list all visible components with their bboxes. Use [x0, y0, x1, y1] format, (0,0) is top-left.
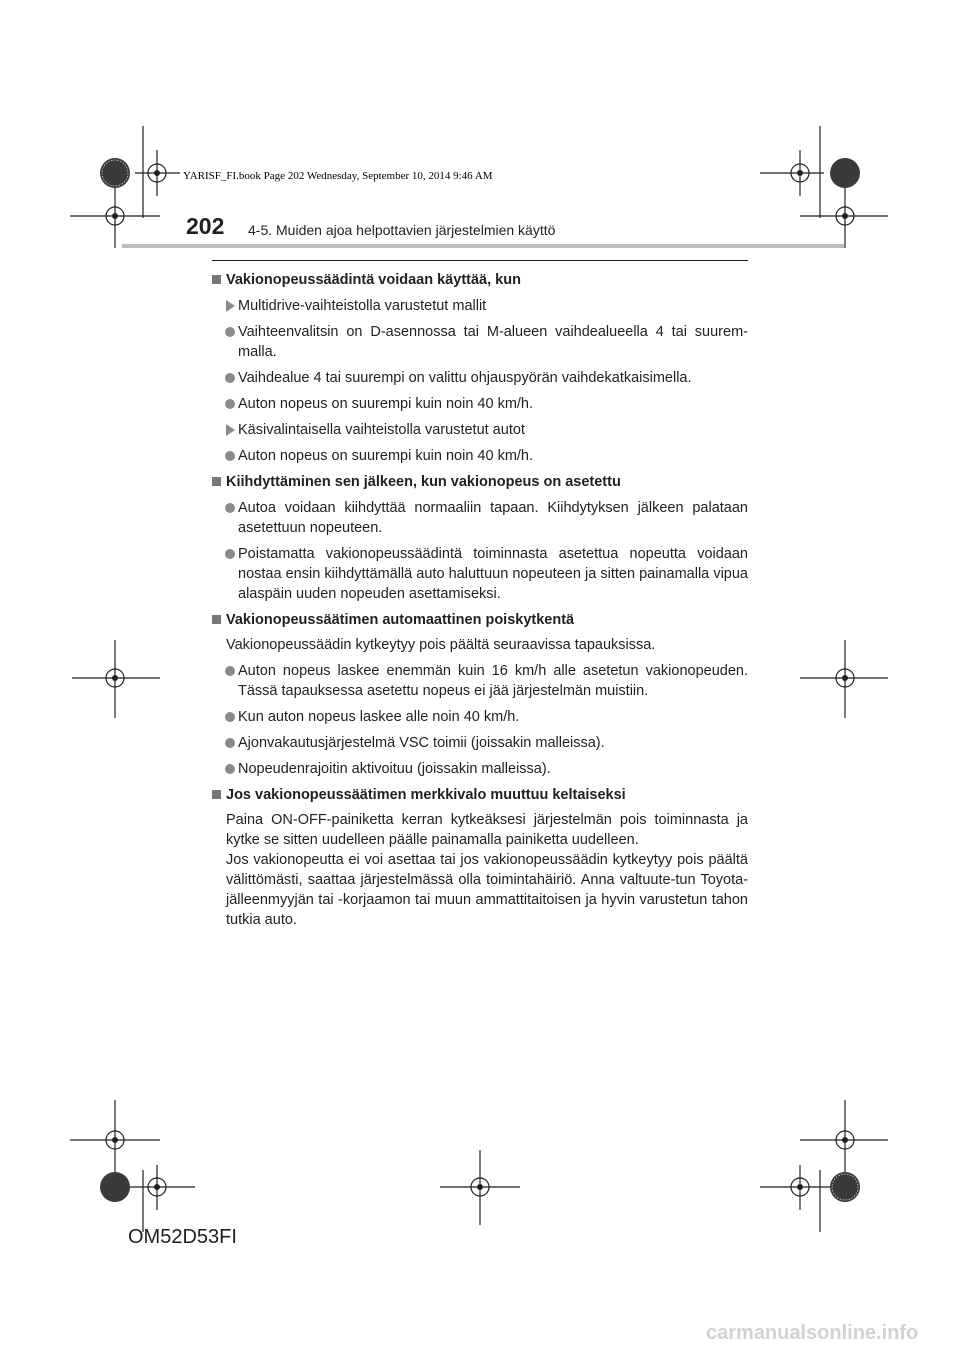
circle-bullet-icon	[225, 712, 235, 722]
content-paragraph: Vakionopeussäädin kytkeytyy pois päältä seuraavissa tapauksissa.	[226, 637, 656, 653]
content-bullet: Kun auton nopeus laskee alle noin 40 km/h.	[212, 707, 748, 727]
content-arrow-item: Käsivalintaisella vaihteistolla varustetut autot	[212, 420, 748, 440]
square-bullet-icon	[212, 477, 221, 486]
content-rule	[212, 260, 748, 261]
triangle-arrow-icon	[226, 424, 235, 436]
content-paragraph: Paina ON-OFF-painiketta kerran kytkeäksesi järjestelmän pois toiminnasta ja kytke se sitten uudelleen päälle painamalla painiketta uudelleen.	[226, 812, 748, 848]
circle-bullet-icon	[225, 738, 235, 748]
triangle-arrow-icon	[226, 300, 235, 312]
content-bullet: Vaihteenvalitsin on D-asennossa tai M-alueen vaihdealueella 4 tai suurem-malla.	[212, 322, 748, 362]
content-bullet: Auton nopeus laskee enemmän kuin 16 km/h alle asetetun vakionopeuden. Tässä tapauksessa asetettu nopeus ei jää järjestelmän muistiin.	[212, 661, 748, 701]
circle-bullet-icon	[225, 451, 235, 461]
header-rule	[122, 244, 844, 248]
content-heading: Vakionopeussäätimen automaattinen poiskytkentä	[212, 610, 748, 630]
content-heading: Jos vakionopeussäätimen merkkivalo muuttuu keltaiseksi	[212, 785, 748, 805]
content-bullet: Auton nopeus on suurempi kuin noin 40 km/h.	[212, 446, 748, 466]
content-arrow-item: Multidrive-vaihteistolla varustetut mallit	[212, 296, 748, 316]
content-heading: Vakionopeussäädintä voidaan käyttää, kun	[212, 270, 748, 290]
circle-bullet-icon	[225, 327, 235, 337]
square-bullet-icon	[212, 790, 221, 799]
content-bullet: Vaihdealue 4 tai suurempi on valittu ohjauspyörän vaihdekatkaisimella.	[212, 368, 748, 388]
footer-code: OM52D53FI	[128, 1226, 237, 1248]
print-header: YARISF_FI.book Page 202 Wednesday, September 10, 2014 9:46 AM	[183, 170, 493, 182]
watermark: carmanualsonline.info	[706, 1322, 919, 1344]
circle-bullet-icon	[225, 549, 235, 559]
content-paragraph: Jos vakionopeutta ei voi asettaa tai jos vakionopeussäädin kytkeytyy pois päältä välittömästi, saattaa järjestelmässä olla toimintahäiriö. Anna valtuute-tun Toyota-jälleenmyyjän tai -korjaamon tai muun ammattitaitoisen ja hyvin varustetun tahon tutkia auto.	[226, 852, 748, 928]
page-number: 202	[186, 213, 225, 239]
page-content	[212, 270, 748, 930]
content-bullet: Autoa voidaan kiihdyttää normaaliin tapaan. Kiihdytyksen jälkeen palataan asetettuun nopeuteen.	[212, 498, 748, 538]
content-bullet: Auton nopeus on suurempi kuin noin 40 km/h.	[212, 394, 748, 414]
content-bullet: Nopeudenrajoitin aktivoituu (joissakin malleissa).	[212, 759, 748, 779]
circle-bullet-icon	[225, 666, 235, 676]
circle-bullet-icon	[225, 503, 235, 513]
content-bullet: Ajonvakautusjärjestelmä VSC toimii (joissakin malleissa).	[212, 733, 748, 753]
content-heading: Kiihdyttäminen sen jälkeen, kun vakionopeus on asetettu	[212, 472, 748, 492]
circle-bullet-icon	[225, 373, 235, 383]
circle-bullet-icon	[225, 764, 235, 774]
square-bullet-icon	[212, 615, 221, 624]
content-bullet: Poistamatta vakionopeussäädintä toiminnasta asetettua nopeutta voidaan nostaa ensin kiihdyttämällä auto haluttuun nopeuteen ja sitten painamalla vipua alaspäin uuden nopeuden asettamiseksi.	[212, 544, 748, 604]
section-title: 4-5. Muiden ajoa helpottavien järjestelmien käyttö	[248, 222, 556, 238]
square-bullet-icon	[212, 275, 221, 284]
circle-bullet-icon	[225, 399, 235, 409]
